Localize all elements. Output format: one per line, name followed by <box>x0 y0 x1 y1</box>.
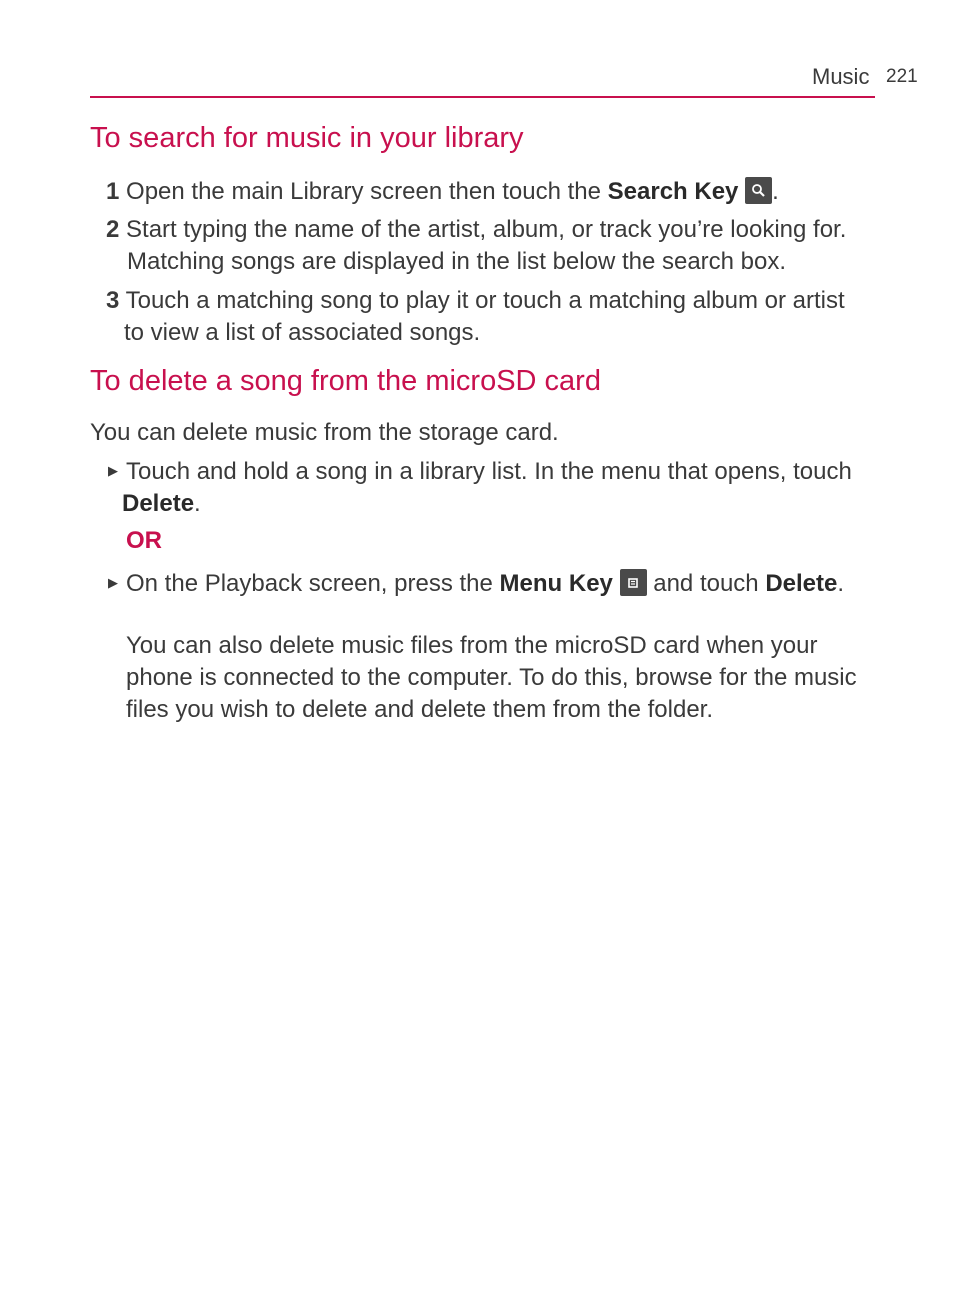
step-2-number: 2 <box>106 216 120 243</box>
step-3 <box>106 285 845 317</box>
header-rule <box>90 96 875 98</box>
bullet-1-period: . <box>194 490 201 517</box>
bullet-2-text: On the Playback screen, press the <box>126 570 493 597</box>
step-1-number: 1 <box>106 178 120 205</box>
note-line2: phone is connected to the computer. To do this, browse for the music <box>126 664 857 691</box>
search-key-label: Search Key <box>607 178 739 205</box>
search-key-icon <box>745 177 772 204</box>
delete-intro: You can delete music from the storage card. <box>90 419 559 446</box>
step-2 <box>106 214 846 246</box>
step-3-number: 3 <box>106 287 120 314</box>
bullet-1-line2 <box>122 488 201 520</box>
step-3-text-line1: Touch a matching song to play it or touch a matching album or artist <box>125 287 845 314</box>
step-1 <box>106 176 779 208</box>
step-1-period: . <box>772 178 779 205</box>
menu-key-icon <box>620 569 647 596</box>
delete-label: Delete <box>122 490 195 517</box>
delete-label-2: Delete <box>765 570 838 597</box>
bullet-triangle-icon: ▶ <box>108 463 118 478</box>
bullet-2-period: . <box>837 570 845 597</box>
search-music-heading: To search for music in your library <box>90 122 524 154</box>
step-2-text-line1: Start typing the name of the artist, album, or track you’re looking for. <box>126 216 847 243</box>
step-1-text: Open the main Library screen then touch the <box>126 178 601 205</box>
note-line1: You can also delete music files from the microSD card when your <box>126 632 818 659</box>
page-number: 221 <box>886 66 918 87</box>
delete-song-heading: To delete a song from the microSD card <box>90 365 601 397</box>
running-header-section: Music <box>812 64 870 89</box>
bullet-triangle-icon: ▶ <box>108 575 118 590</box>
bullet-1-line1: Touch and hold a song in a library list. In the menu that opens, touch <box>126 458 852 485</box>
bullet-2 <box>126 568 844 600</box>
menu-key-label: Menu Key <box>499 570 613 597</box>
note-line3: files you wish to delete and delete them from the folder. <box>126 696 714 723</box>
step-2-text-line2: Matching songs are displayed in the list below the search box. <box>127 248 787 275</box>
or-separator: OR <box>126 527 162 554</box>
bullet-2-mid-text: and touch <box>653 570 759 597</box>
step-3-text-line2: to view a list of associated songs. <box>124 319 481 346</box>
